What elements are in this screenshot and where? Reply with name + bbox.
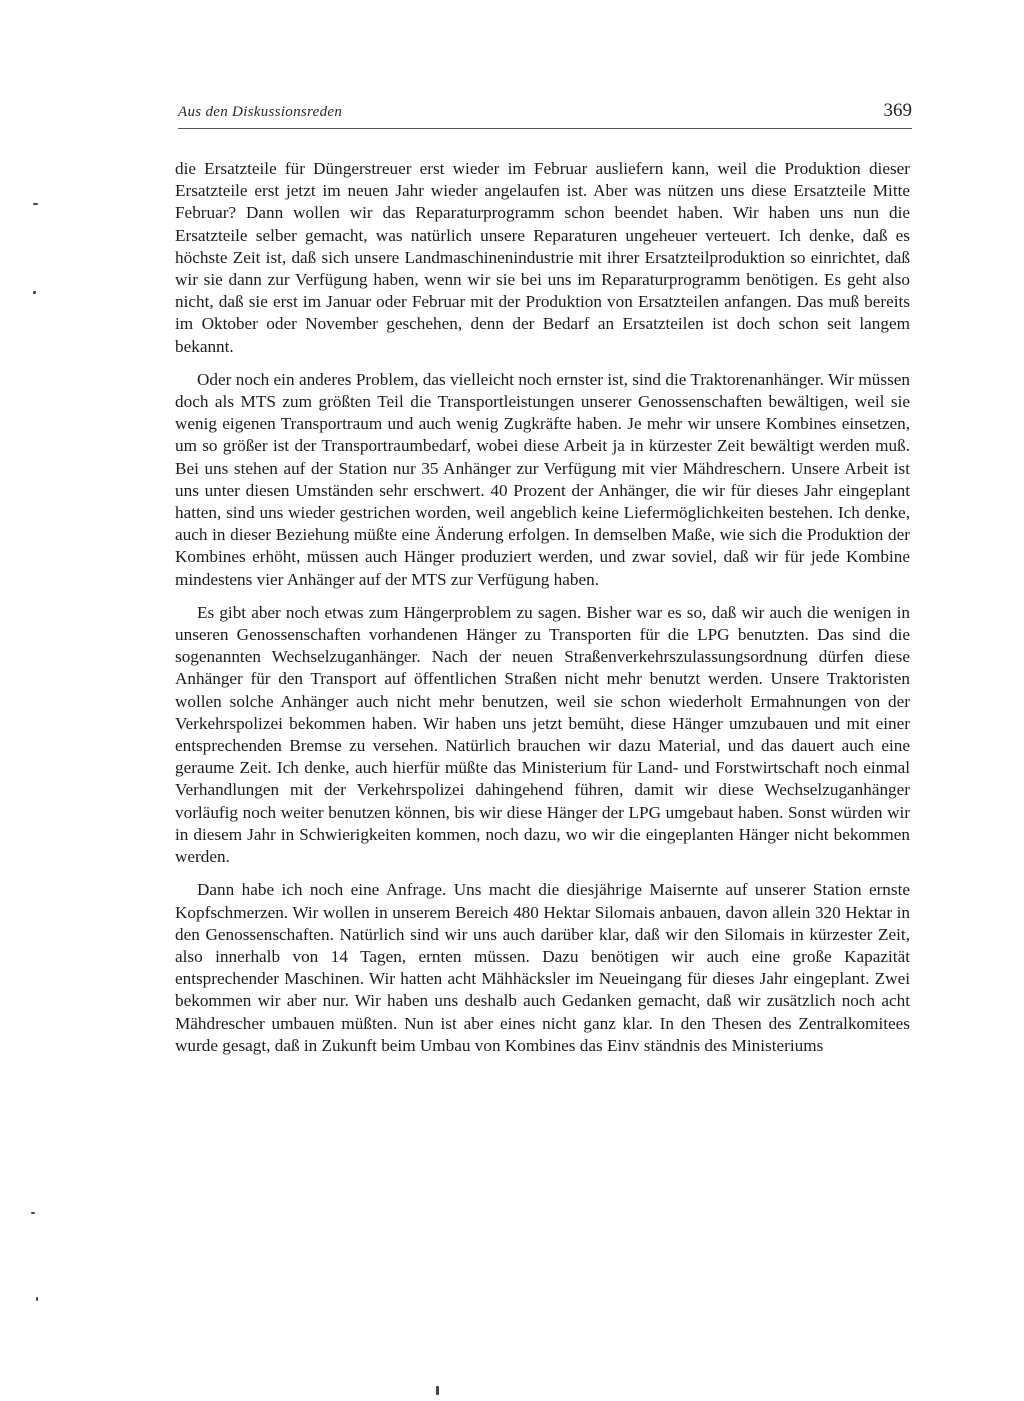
margin-speck bbox=[36, 1297, 38, 1301]
running-head: Aus den Diskussionsreden bbox=[178, 104, 343, 120]
margin-speck bbox=[33, 291, 36, 294]
paragraph: die Ersatzteile für Düngerstreuer erst wieder im Februar ausliefern kann, weil die Produktion dieser Ersatzteile erst jetzt im neuen Jahr wieder angelaufen ist. Aber was nützen uns diese Ersatzteile Mitte Februar? Dann wollen wir das Reparaturprogramm schon beendet haben. Wir haben uns nun die Ersatzteile selber gemacht, was natürlich unsere Reparaturen ungeheuer verteuert. Ich denke, daß es höchste Zeit ist, daß sich unsere Landmaschinenindustrie mit ihrer Ersatzteilproduktion so einrichtet, daß wir sie dann zur Verfügung haben, wenn wir sie bei uns im Reparaturprogramm benötigen. Es geht also nicht, daß sie erst im Januar oder Februar mit der Produktion von Ersatzteilen anfangen. Das muß bereits im Oktober oder November geschehen, denn der Bedarf an Ersatzteilen ist doch schon seit langem bekannt. bbox=[175, 159, 910, 356]
page-number: 369 bbox=[883, 100, 912, 121]
bottom-speck bbox=[436, 1386, 439, 1395]
page-header bbox=[178, 100, 912, 130]
paragraph: Es gibt aber noch etwas zum Hängerproblem zu sagen. Bisher war es so, daß wir auch die wenigen in unseren Genossenschaften vorhandenen Hänger zu Transporten für die LPG benutzten. Das sind die sogenannten Wechselzuganhänger. Nach der neuen Straßenverkehrszulassungsordnung dürfen diese Anhänger für den Transport auf öffentlichen Straßen nicht mehr benutzt werden. Unsere Traktoristen wollen solche Anhänger auch nicht mehr benutzen, weil sie schon wiederholt Ermahnungen von der Verkehrspolizei bekommen haben. Wir haben uns jetzt bemüht, diese Hänger umzubauen und mit einer entsprechenden Bremse zu versehen. Natürlich brauchen wir dazu Material, und das dauert auch eine geraume Zeit. Ich denke, auch hierfür müßte das Ministerium für Land- und Forstwirtschaft noch einmal Verhandlungen mit der Verkehrspolizei dahingehend führen, damit wir diese Wechselzuganhänger vorläufig noch weiter benutzen können, bis wir diese Hänger der LPG umgebaut haben. Sonst würden wir in diesem Jahr in Schwierigkeiten kommen, noch dazu, wo wir die eingeplanten Hänger nicht bekommen werden. bbox=[175, 602, 910, 867]
paragraph: Oder noch ein anderes Problem, das vielleicht noch ernster ist, sind die Traktorenanhänger. Wir müssen doch als MTS zum größten Teil die Transportleistungen unserer Genossenschaften bewältigen, weil sie wenig eigenen Transportraum und auch wenig Zugkräfte haben. Je mehr wir unsere Kombines einsetzen, um so größer ist der Transportraumbedarf, wobei diese Arbeit ja in kürzester Zeit bewältigt werden muß. Bei uns stehen auf der Station nur 35 Anhänger zur Verfügung mit vier Mähdreschern. Unsere Arbeit ist uns unter diesen Umständen sehr erschwert. 40 Prozent der Anhänger, die wir für dieses Jahr eingeplant hatten, sind uns wieder gestrichen worden, weil angeblich keine Liefermöglichkeiten bestehen. Ich denke, auch in dieser Beziehung müßte eine Änderung erfolgen. In demselben Maße, wie sich die Produktion der Kombines erhöht, müssen auch Hänger produziert werden, und zwar soviel, daß wir für jede Kombine mindestens vier Anhänger auf der MTS zur Verfügung haben. bbox=[175, 369, 910, 589]
margin-speck bbox=[33, 203, 38, 205]
margin-speck bbox=[31, 1212, 35, 1214]
header-rule bbox=[178, 128, 912, 129]
paragraph: Dann habe ich noch eine Anfrage. Uns macht die diesjährige Maisernte auf unserer Station ernste Kopfschmerzen. Wir wollen in unserem Bereich 480 Hektar Silomais anbauen, davon allein 320 Hektar in den Genossenschaften. Natürlich sind wir uns auch darüber klar, daß wir den Silomais in kürzester Zeit, also innerhalb von 14 Tagen, ernten müssen. Dazu benötigen wir auch eine große Kapazität entsprechender Maschinen. Wir hatten acht Mähhäcksler im Neueingang für dieses Jahr eingeplant. Zwei bekommen wir aber nur. Wir haben uns deshalb auch Gedanken gemacht, daß wir zusätzlich noch acht Mähdrescher umbauen müßten. Nun ist aber eines nicht ganz klar. In den Thesen des Zentralkomitees wurde gesagt, daß in Zukunft beim Umbau von Kombines das Einv ständnis des Ministeriums bbox=[175, 880, 910, 1055]
body-text bbox=[175, 158, 910, 1057]
